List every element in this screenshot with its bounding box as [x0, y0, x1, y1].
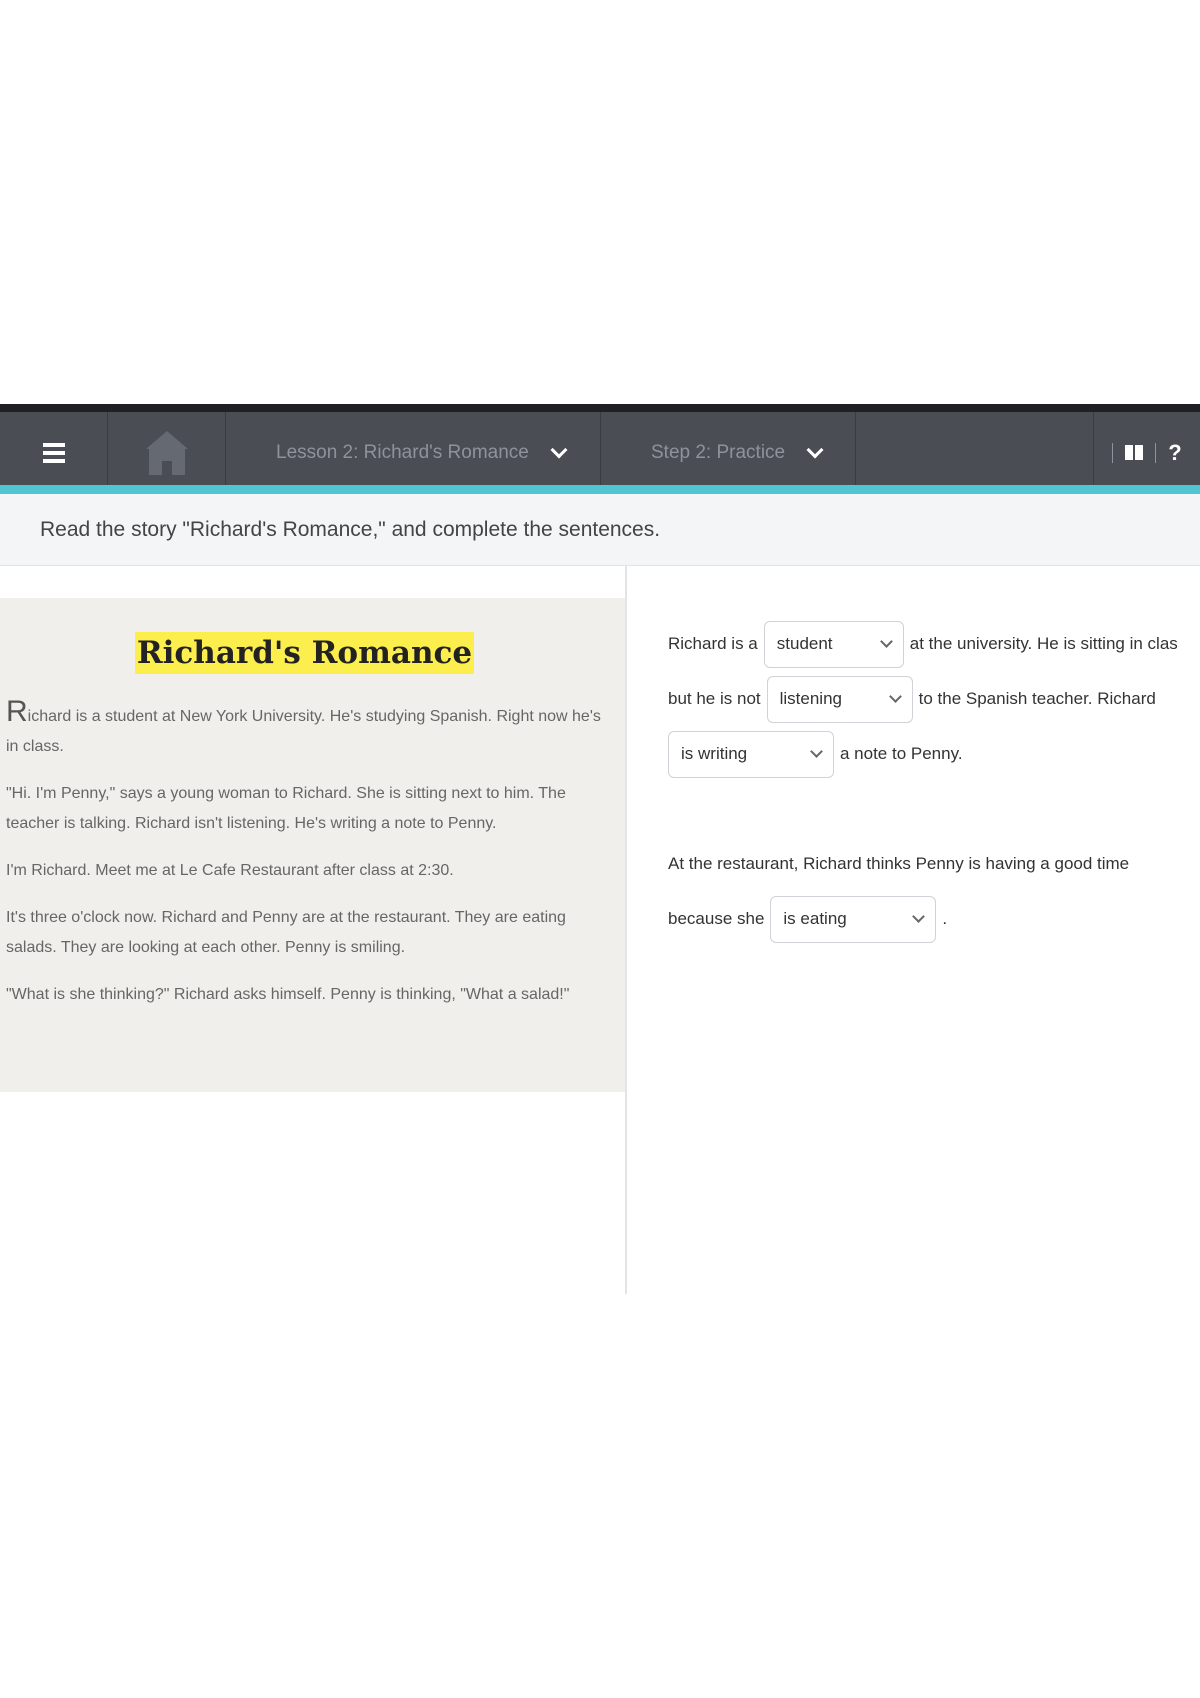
sentence-text: a note to Penny.	[840, 744, 963, 763]
nav-tools	[1094, 412, 1200, 493]
chevron-down-icon	[810, 745, 823, 758]
tool-separator	[1112, 443, 1113, 463]
story-title-wrap	[6, 598, 603, 702]
answer-select-2[interactable]	[767, 676, 913, 723]
story-panel	[0, 598, 625, 1092]
story-paragraph-1-text: ichard is a student at New York University. He's studying Spanish. Right now he's in class.	[6, 708, 601, 755]
sentence-text: to the Spanish teacher. Richard	[918, 689, 1156, 708]
tool-separator	[1155, 443, 1156, 463]
menu-button[interactable]	[0, 412, 108, 493]
help-icon[interactable]: ?	[1168, 439, 1182, 465]
step-label: Step 2: Practice	[651, 441, 786, 463]
sentence-text: At the restaurant, Richard thinks Penny is having a good time	[668, 854, 1130, 873]
panel-divider	[625, 566, 627, 1294]
select-value: is eating	[783, 909, 847, 928]
instruction-text: Read the story "Richard's Romance," and complete the sentences.	[40, 517, 661, 541]
sentence-line-4	[668, 840, 1129, 888]
story-paragraph-1	[6, 695, 603, 762]
chevron-down-icon	[889, 690, 902, 703]
story-title: Richard's Romance	[135, 632, 474, 674]
drop-cap: R	[6, 695, 28, 728]
chevron-down-icon	[913, 910, 926, 923]
chevron-down-icon	[550, 441, 567, 458]
top-nav-bar	[0, 404, 1200, 494]
nav-accent-stripe	[0, 485, 1200, 494]
story-paragraph-5: "What is she thinking?" Richard asks himself. Penny is thinking, "What a salad!"	[6, 986, 570, 1003]
book-icon[interactable]	[1125, 445, 1143, 460]
menu-icon	[43, 443, 65, 463]
sentence-text: but he is not	[668, 689, 761, 708]
sentence-line-2	[668, 675, 1156, 723]
sentence-line-3	[668, 730, 963, 778]
sentence-text: because she	[668, 909, 765, 928]
select-value: is writing	[681, 744, 748, 763]
select-value: listening	[779, 689, 842, 708]
select-value: student	[776, 634, 833, 653]
lesson-app	[0, 404, 1200, 1294]
sentence-text: at the university. He is sitting in clas	[909, 634, 1178, 653]
chevron-down-icon	[880, 635, 893, 648]
lesson-label: Lesson 2: Richard's Romance	[276, 441, 529, 463]
story-paragraph-2: "Hi. I'm Penny," says a young woman to Richard. She is sitting next to him. The teacher is talking. Richard isn't listening. He's writing a note to Penny.	[6, 785, 566, 832]
lesson-dropdown[interactable]	[226, 412, 601, 493]
home-button[interactable]	[108, 412, 226, 493]
story-paragraph-4: It's three o'clock now. Richard and Penny are at the restaurant. They are eating salads. They are looking at each other. Penny is smiling.	[6, 909, 566, 956]
sentence-text: .	[942, 909, 948, 928]
sentence-line-1	[668, 620, 1178, 668]
answer-select-1[interactable]	[764, 621, 904, 668]
answer-select-3[interactable]	[668, 731, 834, 778]
home-icon	[146, 431, 188, 475]
step-dropdown[interactable]	[601, 412, 856, 493]
answer-select-4[interactable]	[770, 896, 936, 943]
chevron-down-icon	[807, 441, 824, 458]
nav-spacer	[856, 412, 1094, 493]
story-paragraph-3: I'm Richard. Meet me at Le Cafe Restaurant after class at 2:30.	[6, 862, 454, 879]
sentence-line-5	[668, 895, 947, 943]
sentence-text: Richard is a	[668, 634, 758, 653]
instruction-bar	[0, 494, 1200, 566]
